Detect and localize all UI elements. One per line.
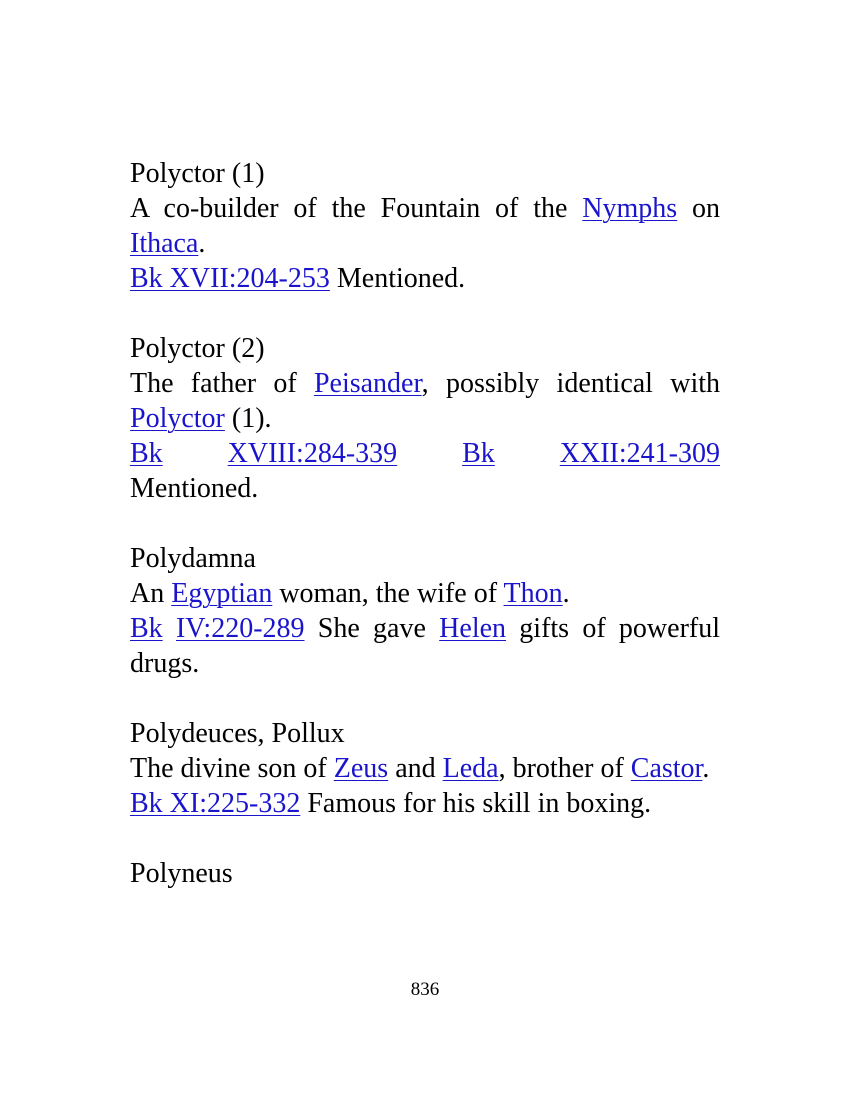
reference-note: She gave — [304, 613, 440, 644]
entry-references — [130, 436, 720, 471]
description-text: . — [562, 578, 570, 609]
entry-polyctor-2 — [130, 331, 720, 506]
link-leda[interactable]: Leda — [442, 753, 499, 784]
description-text: , possibly identical with — [421, 368, 720, 399]
description-text: on — [677, 193, 721, 224]
description-text: , brother of — [498, 753, 631, 784]
entry-polyctor-1 — [130, 156, 720, 296]
description-text: A co-builder of the Fountain of the — [130, 193, 583, 224]
entry-description — [130, 191, 720, 261]
description-text: and — [388, 753, 443, 784]
link-bk-iv-word-bk[interactable]: Bk — [130, 613, 163, 644]
glossary-content — [130, 156, 720, 926]
reference-note: Mentioned. — [130, 473, 259, 504]
description-text: . — [702, 753, 710, 784]
link-bk-xviii-word-bk[interactable]: Bk — [130, 438, 163, 469]
description-text: The divine son of — [130, 753, 334, 784]
link-polyctor[interactable]: Polyctor — [130, 403, 225, 434]
entry-polydeuces — [130, 716, 720, 821]
page-number: 836 — [410, 979, 440, 1000]
description-text: An — [130, 578, 172, 609]
entry-description — [130, 366, 720, 436]
entry-description — [130, 751, 720, 786]
link-peisander[interactable]: Peisander — [313, 368, 422, 399]
entry-title: Polyctor (2) — [130, 333, 265, 364]
description-text: woman, the wife of — [272, 578, 504, 609]
link-bk-xvii-204-253[interactable]: Bk XVII:204-253 — [130, 263, 330, 294]
link-helen[interactable]: Helen — [439, 613, 507, 644]
entry-references — [130, 611, 720, 681]
entry-title: Polydeuces, Pollux — [130, 718, 345, 749]
description-text: (1). — [224, 403, 272, 434]
reference-note: gifts of powerful drugs. — [130, 613, 720, 679]
link-zeus[interactable]: Zeus — [333, 753, 389, 784]
link-bk-xxii-241-309[interactable]: XXII:241-309 — [559, 438, 720, 469]
link-bk-xviii-284-339[interactable]: XVIII:284-339 — [227, 438, 398, 469]
entry-references — [130, 261, 720, 296]
entry-title: Polydamna — [130, 543, 256, 574]
description-text: The father of — [130, 368, 314, 399]
entry-polydamna — [130, 541, 720, 681]
link-bk-xi-225-332[interactable]: Bk XI:225-332 — [130, 788, 301, 819]
reference-note: Famous for his skill in boxing. — [300, 788, 652, 819]
entry-description — [130, 576, 720, 611]
entry-references — [130, 786, 720, 821]
entry-title: Polyneus — [130, 858, 233, 889]
link-egyptian[interactable]: Egyptian — [171, 578, 273, 609]
reference-note: Mentioned. — [329, 263, 466, 294]
description-text: . — [198, 228, 206, 259]
link-nymphs[interactable]: Nymphs — [582, 193, 678, 224]
link-ithaca[interactable]: Ithaca — [130, 228, 199, 259]
link-bk-xxii-word-bk[interactable]: Bk — [462, 438, 495, 469]
link-thon[interactable]: Thon — [503, 578, 563, 609]
link-bk-iv-220-289[interactable]: IV:220-289 — [175, 613, 305, 644]
entry-title: Polyctor (1) — [130, 158, 265, 189]
entry-polyneus — [130, 856, 720, 891]
link-castor[interactable]: Castor — [630, 753, 703, 784]
